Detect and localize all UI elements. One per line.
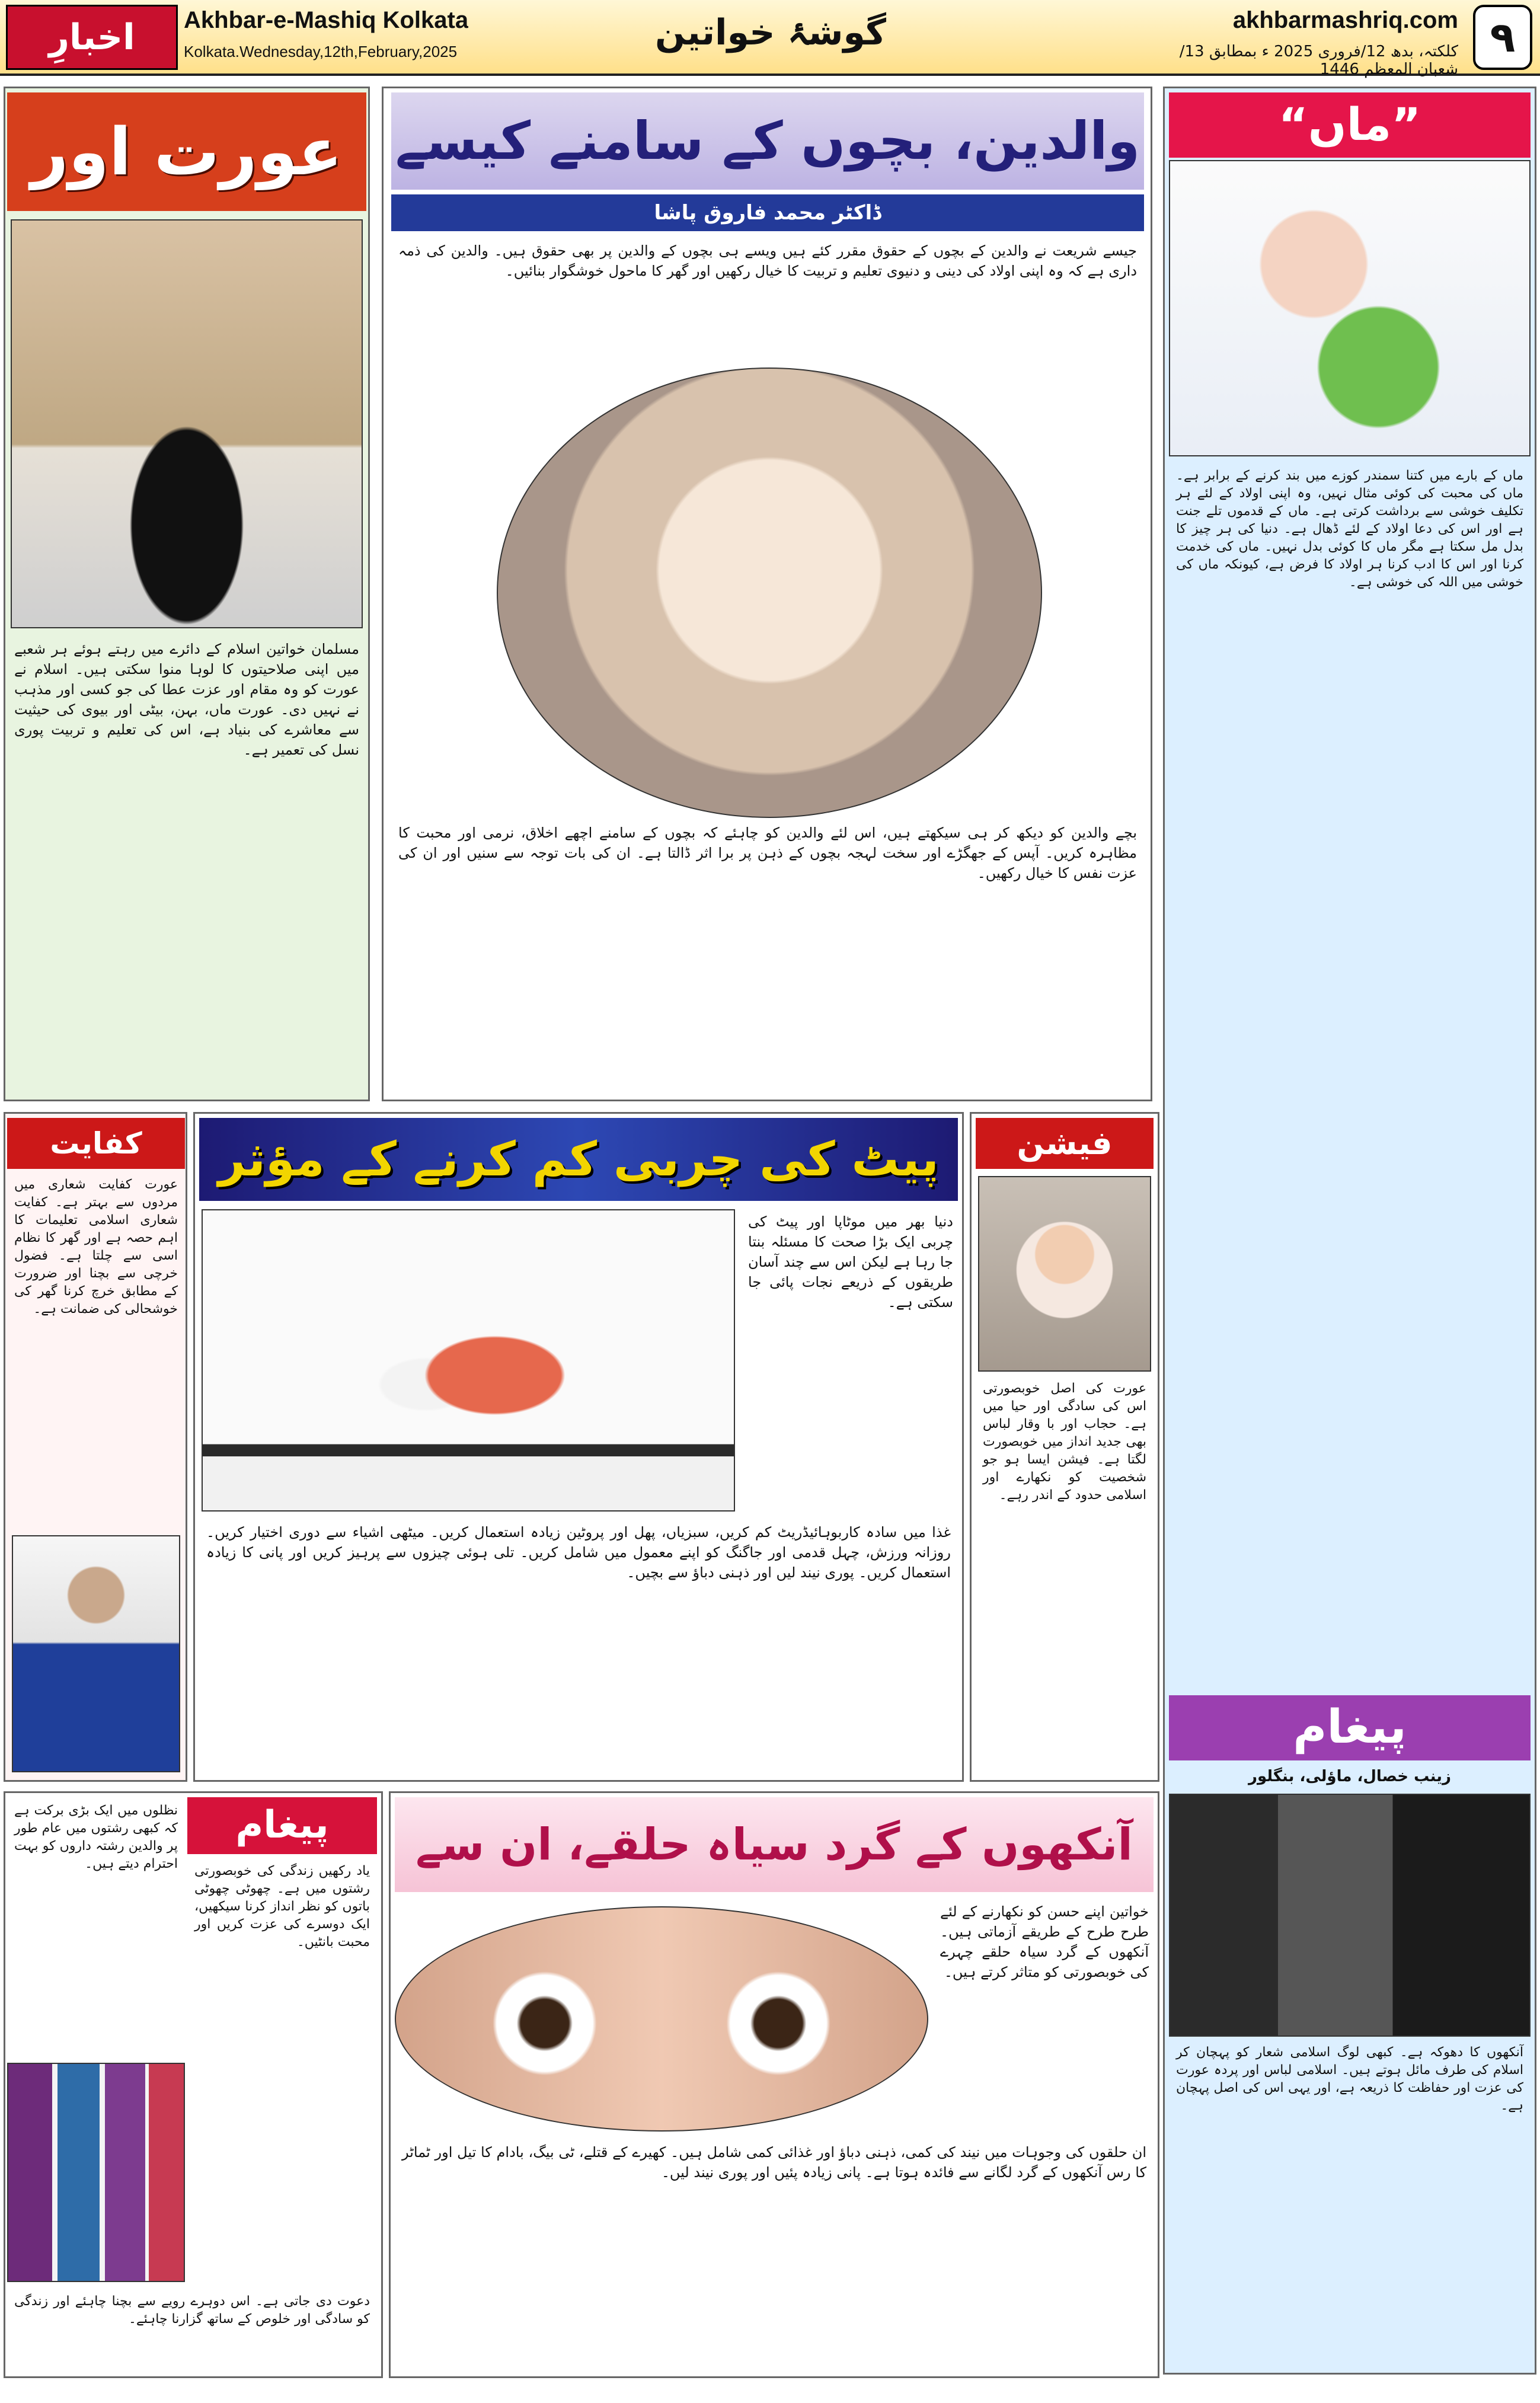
- website: akhbarmashriq.com: [1232, 7, 1458, 33]
- belly-fat-body-bottom: غذا میں سادہ کاربوہائیڈریٹ کم کریں، سبزیاں، پھل اور پروٹین زیادہ استعمال کریں۔ میٹھی اشیاء سے دوری اختیار کریں۔ روزانہ ورزش، چہل قدمی اور جاگنگ کو اپنے معمول میں شامل کریں۔ تلی ہوئی چیزوں سے پرہیز کریں اور پانی کا زیادہ استعمال کریں۔ پوری نیند لیں اور ذہنی دباؤ سے بچیں۔: [206, 1524, 951, 1581]
- paigham-left-body-top: نظلوں میں ایک بڑی برکت ہے کہ کبھی رشتوں میں عام طور پر والدین رشتہ داروں کو بہت احترام دیتے ہیں۔: [14, 1803, 178, 1871]
- woman-money-image: [12, 1535, 180, 1772]
- dark-circles-body-bottom: ان حلقوں کی وجوہات میں نیند کی کمی، ذہنی دباؤ اور غذائی کمی شامل ہیں۔ کھیرے کے قتلے، ٹی بیگ، بادام کا تیل اور ٹماٹر کا رس آنکھوں کے گرد لگانے سے فائدہ ہوتا ہے۔ پانی زیادہ پئیں اور پوری نیند لیں۔: [402, 2144, 1146, 2181]
- family-image: [497, 368, 1042, 818]
- woman-islam-body: مسلمان خواتین اسلام کے دائرے میں رہتے ہوئے ہر شعبے میں اپنی صلاحیتوں کا لوہا منوا سکتی ہیں۔ اسلام نے عورت کو وہ مقام اور عزت عطا کی جو کسی اور مذہب نے نہیں دی۔ عورت ماں، بہن، بیٹی اور بیوی کی حیثیت سے معاشرے کی بنیاد ہے، اس کی تعلیم و تربیت پوری نسل کی تعمیر ہے۔: [14, 641, 359, 758]
- belly-fat-body-top: دنیا بھر میں موٹاپا اور پیٹ کی چربی ایک بڑا صحت کا مسئلہ بنتا جا رہا ہے لیکن اس سے چند آسان طریقوں کے ذریعے نجات پائی جا سکتی ہے۔: [748, 1213, 953, 1311]
- praying-woman-image: [11, 219, 363, 628]
- date-urdu: کلکتہ، بدھ 12/فروری 2025 ء بمطابق 13/شعبان المعظم 1446: [1179, 43, 1458, 78]
- paigham-left-title: پیغام: [187, 1797, 377, 1854]
- paigham-right-author: زینب خصال، ماؤلی، بنگلور: [1248, 1768, 1451, 1785]
- veiled-women-image: [1169, 1794, 1531, 2037]
- walking-women-image: [7, 2063, 185, 2282]
- eyes-image: [395, 1906, 928, 2132]
- dark-circles-title: آنکھوں کے گرد سیاہ حلقے، ان سے: [395, 1797, 1154, 1892]
- fashion-body: عورت کی اصل خوبصورتی اس کی سادگی اور حیا میں ہے۔ حجاب اور با وقار لباس بھی جدید انداز میں خوبصورت لگتا ہے۔ فیشن ایسا ہو جو شخصیت کو نکھارے اور اسلامی حدود کے اندر رہے۔: [983, 1381, 1146, 1503]
- logo: اخبارِ: [6, 5, 178, 70]
- hijab-woman-image: [978, 1176, 1151, 1372]
- parents-body-bottom: بچے والدین کو دیکھ کر ہی سیکھتے ہیں، اس لئے والدین کو چاہئے کہ بچوں کے سامنے اچھے اخلاق، نرمی اور محبت کا مظاہرہ کریں۔ آپس کے جھگڑے اور سخت لہجہ بچوں کے ذہن پر برا اثر ڈالتا ہے۔ ان کی بات توجہ سے سنیں اور ان کی عزت نفس کا خیال رکھیں۔: [398, 825, 1137, 881]
- date-english: Kolkata.Wednesday,12th,February,2025: [184, 43, 458, 60]
- site-name: Akhbar-e-Mashiq Kolkata: [184, 7, 469, 33]
- section-title: گوشۂ خواتین: [655, 12, 886, 53]
- dark-circles-body-top: خواتین اپنے حسن کو نکھارنے کے لئے طرح طرح کے طریقے آزماتی ہیں۔ آنکھوں کے گرد سیاہ حلقے چہرے کی خوبصورتی کو متاثر کرتے ہیں۔: [940, 1903, 1149, 1980]
- maa-body: ماں کے بارے میں کتنا سمندر کوزے میں بند کرنے کے برابر ہے۔ ماں کی محبت کی کوئی مثال نہیں، وہ اپنی اولاد کے لئے ہر تکلیف خوشی سے برداشت کرتی ہے۔ ماں کے قدموں تلے جنت ہے اور اس کی دعا اولاد کے لئے ڈھال ہے۔ دنیا کی ہر چیز کا بدل مل سکتا ہے مگر ماں کا کوئی بدل نہیں۔ ماں کی خدمت کرنا اور اس کا ادب کرنا ہر اولاد کا فرض ہے، کیونکہ ماں کی خوشی میں اللہ کی خوشی ہے۔: [1176, 468, 1523, 590]
- parents-author: ڈاکٹر محمد فاروق پاشا: [391, 194, 1144, 231]
- parents-title: والدین، بچوں کے سامنے کیسے: [391, 92, 1144, 190]
- kaifiyat-title: کفایت: [7, 1118, 185, 1169]
- exercise-image: [202, 1209, 735, 1512]
- kaifiyat-body: عورت کفایت شعاری میں مردوں سے بہتر ہے۔ کفایت شعاری اسلامی تعلیمات کا اہم حصہ ہے اور گھر کا نظام اسی سے چلتا ہے۔ فضول خرچی سے بچنا اور ضرورت کے مطابق خرچ کرنا گھر کی خوشحالی کی ضمانت ہے۔: [14, 1177, 178, 1316]
- fashion-title: فیشن: [976, 1118, 1154, 1169]
- woman-islam-title: عورت اور: [7, 92, 366, 211]
- page-number: ۹: [1473, 5, 1532, 70]
- paigham-right-body: آنکھوں کا دھوکہ ہے۔ کبھی لوگ اسلامی شعار کو پہچان کر اسلام کی طرف مائل ہوتے ہیں۔ اسلامی لباس اور پردہ عورت کی عزت اور حفاظت کا ذریعہ ہے، اور یہی اس کی اصل پہچان ہے۔: [1176, 2045, 1523, 2113]
- maa-title: ”ماں“: [1169, 92, 1531, 158]
- belly-fat-title: پیٹ کی چربی کم کرنے کے مؤثر: [199, 1118, 958, 1201]
- mother-child-image: [1169, 160, 1531, 456]
- paigham-right-title: پیغام: [1169, 1695, 1531, 1760]
- paigham-left-body-bottom: دعوت دی جاتی ہے۔ اس دوہرے رویے سے بچنا چاہئے اور زندگی کو سادگی اور خلوص کے ساتھ گزارنا چاہئے۔: [14, 2294, 370, 2327]
- parents-body-top: جیسے شریعت نے والدین کے بچوں کے حقوق مقرر کئے ہیں ویسے ہی بچوں کے والدین پر بھی حقوق ہیں۔ والدین کی ذمہ داری ہے کہ وہ اپنی اولاد کی دینی و دنیوی تعلیم و تربیت کا خیال رکھیں اور گھر کا ماحول خوشگوار بنائیں۔: [398, 242, 1137, 279]
- paigham-left-body-mid: یاد رکھیں زندگی کی خوبصورتی رشتوں میں ہے۔ چھوٹی چھوٹی باتوں کو نظر انداز کرنا سیکھیں، ایک دوسرے کی عزت کریں اور محبت بانٹیں۔: [194, 1864, 370, 1950]
